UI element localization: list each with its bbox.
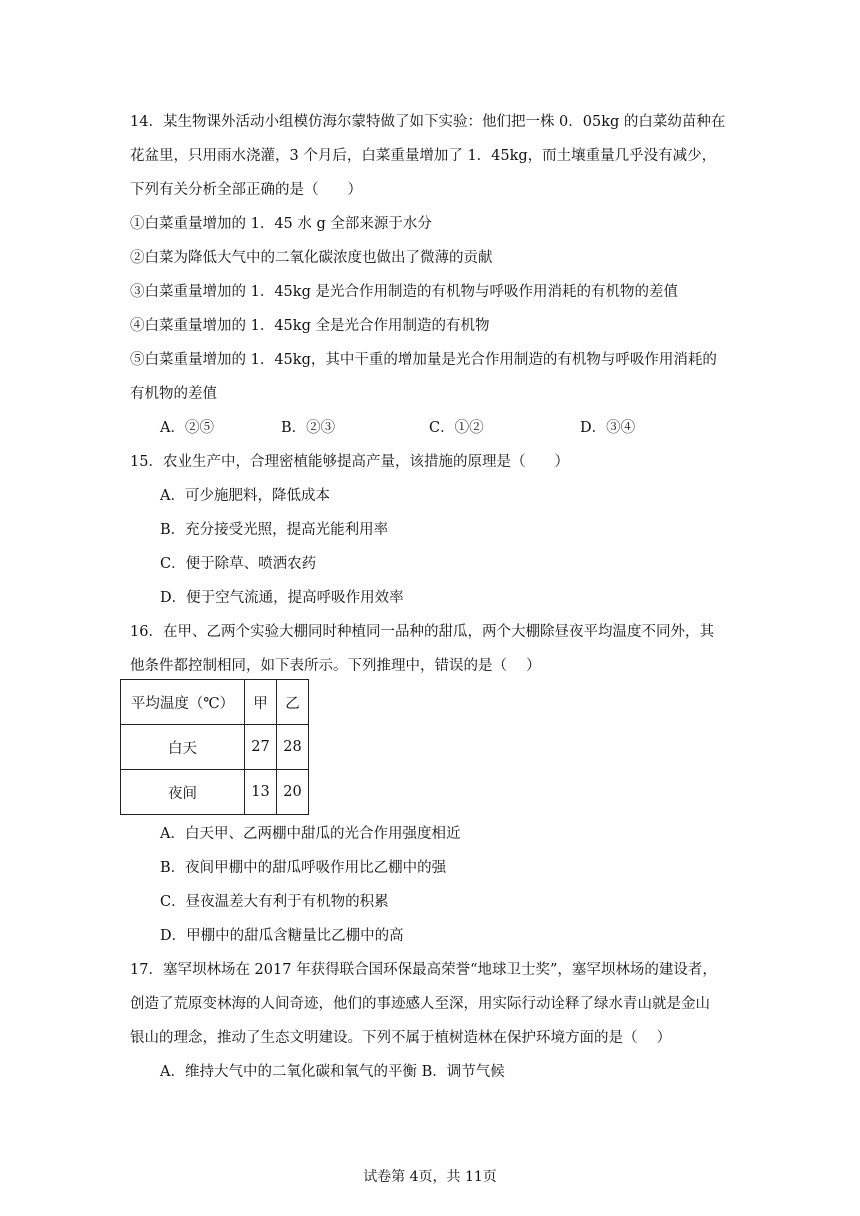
q14-statement-5: ⑤白菜重量增加的 1．45kg，其中干重的增加量是光合作用制造的有机物与呼吸作用消耗的 [130, 352, 717, 368]
q14-statement-3: ③白菜重量增加的 1．45kg 是光合作用制造的有机物与呼吸作用消耗的有机物的差值 [130, 284, 678, 300]
q15-option-b: B．充分接受光照，提高光能利用率 [160, 522, 389, 538]
table-cell: 28 [277, 725, 309, 770]
table-cell: 20 [277, 770, 309, 815]
q16-option-d: D．甲棚中的甜瓜含糖量比乙棚中的高 [160, 928, 404, 944]
q17-stem-line-2: 创造了荒原变林海的人间奇迹，他们的事迹感人至深，用实际行动诠释了绿水青山就是金山 [130, 996, 710, 1012]
q15-option-d: D．便于空气流通，提高呼吸作用效率 [160, 590, 404, 606]
table-header-cell: 甲 [245, 680, 277, 725]
table-cell: 白天 [121, 725, 245, 770]
q14-stem-line-1: 14．某生物课外活动小组模仿海尔蒙特做了如下实验：他们把一株 0．05kg 的白菜幼苗种在 [130, 114, 726, 130]
table-row [121, 770, 309, 815]
q14-option-b: B．②③ [281, 420, 336, 436]
table-cell: 13 [245, 770, 277, 815]
page-footer: 试卷第 4页，共 11页 [363, 1169, 497, 1185]
q17-stem-line-1: 17．塞罕坝林场在 2017 年获得联合国环保最高荣誉“地球卫士奖”，塞罕坝林场的建设者， [130, 962, 717, 978]
temperature-table [120, 679, 309, 815]
table-header-cell: 平均温度（℃） [121, 680, 245, 725]
q15-option-c: C．便于除草、喷洒农药 [160, 556, 317, 572]
q14-option-c: C．①② [429, 420, 484, 436]
q14-stem-line-2: 花盆里，只用雨水浇灌，3 个月后，白菜重量增加了 1．45kg，而土壤重量几乎没有减少， [130, 148, 717, 164]
q17-options-line: A．维持大气中的二氧化碳和氧气的平衡 B．调节气候 [160, 1064, 505, 1080]
q16-option-a: A．白天甲、乙两棚中甜瓜的光合作用强度相近 [160, 826, 461, 842]
table-header-row [121, 680, 309, 725]
q15-option-a: A．可少施肥料，降低成本 [160, 488, 330, 504]
q14-statement-4: ④白菜重量增加的 1．45kg 全是光合作用制造的有机物 [130, 318, 490, 334]
q16-stem-line-1: 16．在甲、乙两个实验大棚同时种植同一品种的甜瓜，两个大棚除昼夜平均温度不同外，其 [130, 624, 714, 640]
q15-stem: 15．农业生产中，合理密植能够提高产量，该措施的原理是（ ） [130, 454, 569, 470]
table-cell: 27 [245, 725, 277, 770]
q17-stem-line-3: 银山的理念，推动了生态文明建设。下列不属于植树造林在保护环境方面的是（ ） [130, 1030, 672, 1046]
q14-statement-5-cont: 有机物的差值 [130, 386, 217, 402]
q16-stem-line-2: 他条件都控制相同，如下表所示。下列推理中，错误的是（ ） [130, 658, 541, 674]
table-row [121, 725, 309, 770]
table-cell: 夜间 [121, 770, 245, 815]
q16-option-b: B．夜间甲棚中的甜瓜呼吸作用比乙棚中的强 [160, 860, 447, 876]
q14-option-d: D．③④ [580, 420, 636, 436]
q16-option-c: C．昼夜温差大有利于有机物的积累 [160, 894, 389, 910]
q14-stem-line-3: 下列有关分析全部正确的是（ ） [130, 182, 362, 198]
q14-option-a: A．②⑤ [160, 420, 214, 436]
q14-statement-2: ②白菜为降低大气中的二氧化碳浓度也做出了微薄的贡献 [130, 250, 493, 266]
table-header-cell: 乙 [277, 680, 309, 725]
q14-statement-1: ①白菜重量增加的 1．45 水 g 全部来源于水分 [130, 216, 432, 232]
